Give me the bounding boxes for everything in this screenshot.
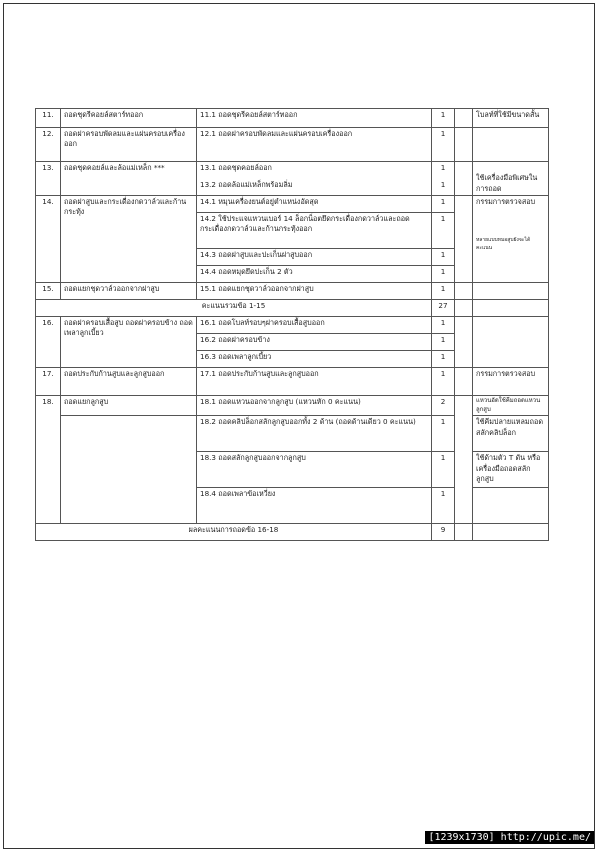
score-cell: 1 — [432, 196, 455, 213]
step-text: 18.3 ถอดสลักลูกสูบออกจากลูกสูบ — [197, 452, 432, 488]
step-text: 14.1 หมุนเครื่องยนต์อยู่ตำแหน่งอัดสุด — [197, 196, 432, 213]
step-text: 15.1 ถอดแยกชุดวาล์วออกจากฝาสูบ — [197, 283, 432, 300]
step-text: 13.2 ถอดล้อแม่เหล็กพร้อมลิ่ม — [197, 179, 432, 196]
step-text: 16.2 ถอดฝาครอบข้าง — [197, 334, 432, 351]
blank-cell — [473, 524, 549, 541]
row-number: 11. — [36, 109, 61, 128]
score-cell: 1 — [432, 179, 455, 196]
score-cell: 1 — [432, 249, 455, 266]
note-cell: แหวนอัดใช้คีมถอดแหวนลูกสูบ — [473, 396, 549, 416]
score-cell: 1 — [432, 488, 455, 524]
score-cell: 1 — [432, 416, 455, 452]
note-cell: ใช้คีมปลายแหลมถอดสลักคลิปล็อก — [473, 416, 549, 452]
group-text: ถอดแยกลูกสูบ — [61, 396, 197, 416]
step-text: 16.3 ถอดเพลาลูกเบี้ยว — [197, 351, 432, 368]
group-text: ถอดฝาครอบเสื้อสูบ ถอดฝาครอบข้าง ถอดเพลาลูกเบี้ยว — [61, 317, 197, 368]
score-cell: 1 — [432, 317, 455, 334]
step-text: 12.1 ถอดฝาครอบพัดลมและแผ่นครอบเครื่องออก — [197, 128, 432, 162]
blank-cell — [455, 162, 473, 196]
row-number: 13. — [36, 162, 61, 196]
note-cell: โบลท์ที่ใช้มีขนาดสั้น — [473, 109, 549, 128]
group-text: ถอดประกับก้านสูบและลูกสูบออก — [61, 368, 197, 396]
group-text: ถอดชุดคอยล์และล้อแม่เหล็ก *** — [61, 162, 197, 196]
image-source-tag: [1239x1730] http://upic.me/ — [425, 831, 594, 844]
score-cell: 1 — [432, 213, 455, 249]
score-cell: 1 — [432, 368, 455, 396]
table-row — [36, 396, 549, 416]
table-row — [36, 317, 549, 334]
total-score: 9 — [432, 524, 455, 541]
score-cell: 1 — [432, 128, 455, 162]
score-cell: 1 — [432, 162, 455, 179]
row-number: 14. — [36, 196, 61, 283]
step-text: 14.3 ถอดฝาสูบและปะเก็นฝาสูบออก — [197, 249, 432, 266]
group-text: ถอดชุดรีคอยล์สตาร์ทออก — [61, 109, 197, 128]
blank-cell — [473, 300, 549, 317]
step-text: 18.2 ถอดคลิปล็อกสลักลูกสูบออกทั้ง 2 ด้าน (ถอดด้านเดียว 0 คะแนน) — [197, 416, 432, 452]
step-text: 18.1 ถอดแหวนออกจากลูกสูบ (แหวนหัก 0 คะแนน) — [197, 396, 432, 416]
blank-cell — [455, 128, 473, 162]
score-cell: 1 — [432, 334, 455, 351]
blank-cell — [455, 283, 473, 300]
note-small-text: หลายแบบหมอสูบยังจะได้คะแนน — [476, 237, 531, 251]
step-text: 16.1 ถอดโบลท์รอบๆฝาครอบเสื้อสูบออก — [197, 317, 432, 334]
blank-cell — [455, 317, 473, 368]
score-cell: 1 — [432, 351, 455, 368]
note-cell — [473, 488, 549, 524]
step-text: 18.4 ถอดเพลาข้อเหวี่ยง — [197, 488, 432, 524]
score-table — [35, 108, 549, 541]
total-label: คะแนนรวมข้อ 1-15 — [36, 300, 432, 317]
score-cell: 1 — [432, 452, 455, 488]
score-cell: 1 — [432, 266, 455, 283]
note-cell — [473, 283, 549, 300]
step-text: 11.1 ถอดชุดรีคอยล์สตาร์ทออก — [197, 109, 432, 128]
score-cell: 2 — [432, 396, 455, 416]
score-cell: 1 — [432, 283, 455, 300]
group-text: ถอดแยกชุดวาล์วออกจากฝาสูบ — [61, 283, 197, 300]
blank-cell — [455, 524, 473, 541]
blank-cell — [455, 300, 473, 317]
row-number: 16. — [36, 317, 61, 368]
blank-cell — [455, 196, 473, 283]
total-row — [36, 300, 549, 317]
note-cell: ใช้เครื่องมือพิเศษในการถอด — [473, 162, 549, 196]
note-cell — [473, 128, 549, 162]
step-text: 17.1 ถอดประกับก้านสูบและลูกสูบออก — [197, 368, 432, 396]
note-cell: ใช้ด้ามตัว T ดัน หรือเครื่องมือถอดสลักลูกสูบ — [473, 452, 549, 488]
step-text: 13.1 ถอดชุดคอยล์ออก — [197, 162, 432, 179]
total-label: ผลคะแนนการถอดข้อ 16-18 — [36, 524, 432, 541]
note-text: กรรมการตรวจสอบ — [476, 197, 536, 206]
blank-cell — [455, 368, 473, 396]
table-row — [36, 109, 549, 128]
blank-cell — [455, 396, 473, 524]
table-row — [36, 196, 549, 213]
table-row — [36, 128, 549, 162]
group-text: ถอดฝาสูบและกระเดื่องกดวาล์วและก้านกระทุ้ง — [61, 196, 197, 283]
row-number: 12. — [36, 128, 61, 162]
total-row — [36, 524, 549, 541]
table-row — [36, 416, 549, 452]
table-row — [36, 162, 549, 179]
row-number: 18. — [36, 396, 61, 524]
step-text: 14.2 ใช้ประแจแหวนเบอร์ 14 ล็อกน็อตยึดกระเดื่องกดวาล์วและถอดกระเดื่องกดวาล์วและก้านกระทุ้งออก — [197, 213, 432, 249]
note-cell: กรรมการตรวจสอบ — [473, 368, 549, 396]
blank-cell — [455, 109, 473, 128]
row-number: 17. — [36, 368, 61, 396]
table-row — [36, 368, 549, 396]
group-text: ถอดฝาครอบพัดลมและแผ่นครอบเครื่องออก — [61, 128, 197, 162]
note-cell — [473, 317, 549, 368]
total-score: 27 — [432, 300, 455, 317]
step-text: 14.4 ถอดหมุดยึดปะเก็น 2 ตัว — [197, 266, 432, 283]
row-number: 15. — [36, 283, 61, 300]
note-cell — [473, 196, 549, 283]
blank-cell — [61, 416, 197, 524]
score-cell: 1 — [432, 109, 455, 128]
table-row — [36, 283, 549, 300]
